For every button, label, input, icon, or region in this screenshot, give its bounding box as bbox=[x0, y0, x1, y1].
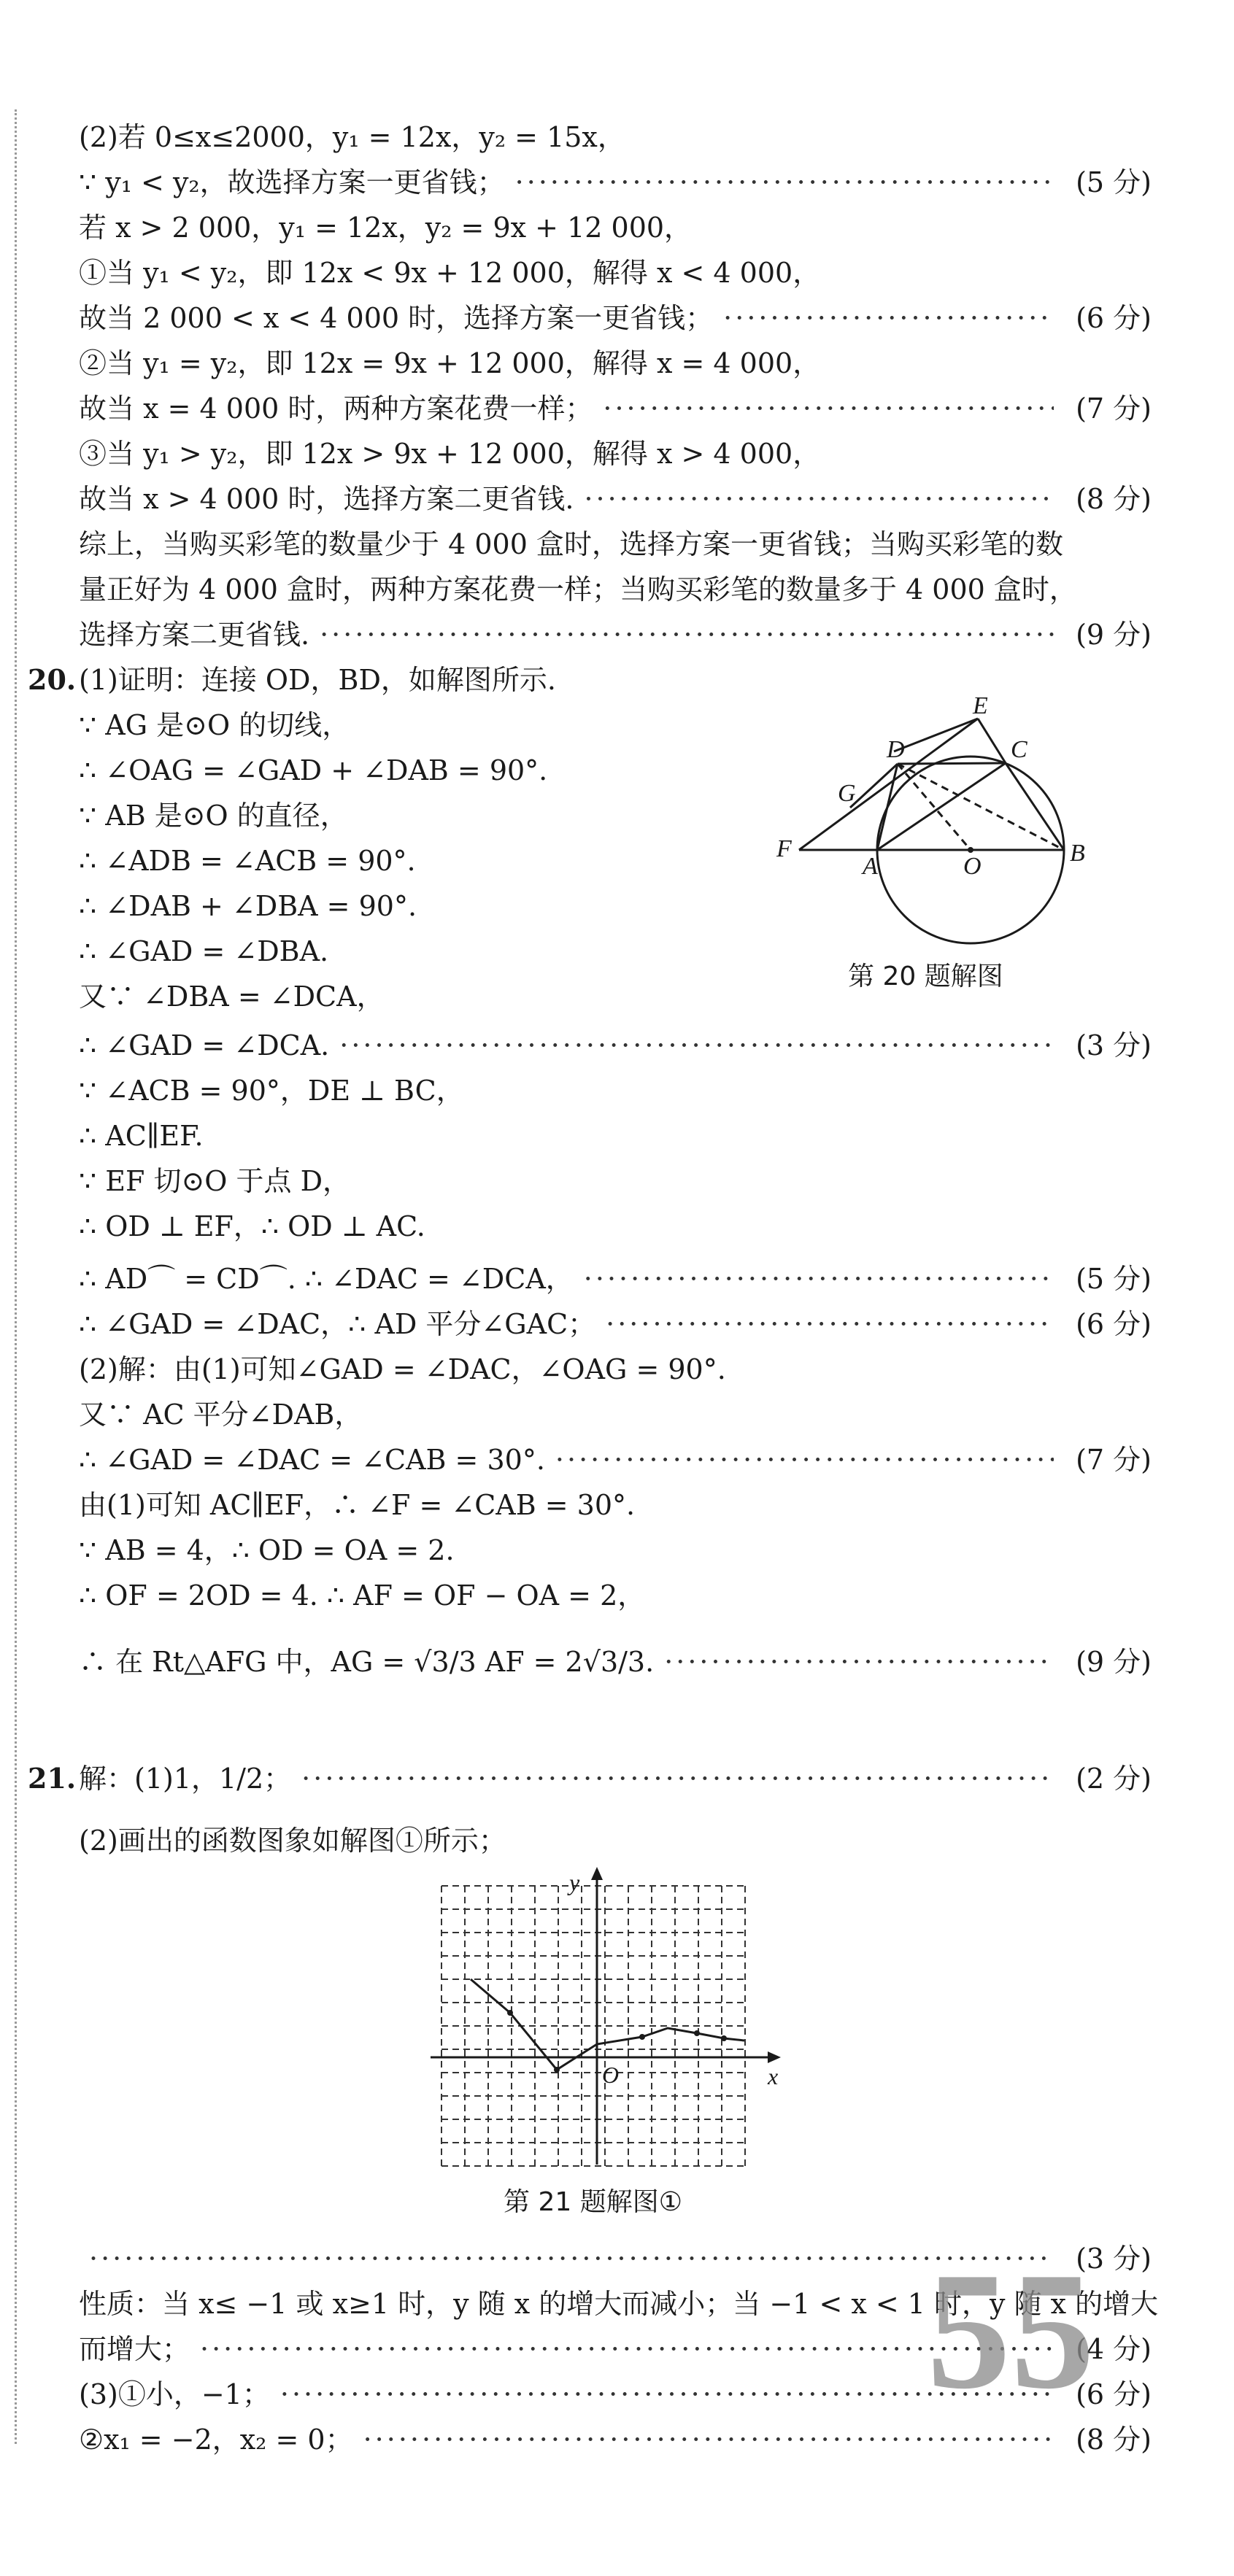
line-text: ∴ ∠OAG = ∠GAD + ∠DAB = 90°. bbox=[79, 754, 548, 786]
line-28 bbox=[79, 1394, 1137, 1435]
line-text: (2)画出的函数图象如解图①所示； bbox=[79, 1825, 506, 1857]
label-a: A bbox=[863, 853, 878, 880]
line-od bbox=[898, 764, 971, 850]
line-text: ∴ ∠GAD = ∠DAC，∴ AD 平分∠GAC； bbox=[79, 1308, 596, 1340]
line-ac bbox=[877, 763, 1006, 850]
line-text: ∴ AC∥EF. bbox=[79, 1120, 204, 1152]
line-10 bbox=[79, 569, 1137, 610]
label-y: y bbox=[569, 1869, 580, 1895]
line-20 bbox=[79, 1025, 1152, 1066]
line-text: 性质：当 x≤ −1 或 x≥1 时，y 随 x 的增大而减小；当 −1 < x < 1 时，y 随 x 的增大 bbox=[79, 2288, 1159, 2320]
label-d: D bbox=[887, 736, 905, 763]
line-text: ∴ ∠DAB + ∠DBA = 90°. bbox=[79, 890, 417, 922]
line-3 bbox=[79, 252, 1137, 293]
line-7 bbox=[79, 433, 1137, 474]
line-34 bbox=[79, 1758, 1152, 1799]
curve-point bbox=[554, 2067, 560, 2073]
curve-point bbox=[721, 2035, 727, 2041]
leader-dots bbox=[555, 1439, 1054, 1480]
line-5 bbox=[79, 343, 1137, 384]
leader-dots bbox=[664, 1641, 1054, 1682]
line-text: ∵ AG 是⊙O 的切线， bbox=[79, 709, 350, 741]
line-text: (3)①小，−1； bbox=[79, 2378, 270, 2410]
question-number-21: 21. bbox=[28, 1762, 77, 1795]
leader-dots bbox=[200, 2329, 1054, 2370]
leader-dots bbox=[363, 2419, 1054, 2460]
line-27 bbox=[79, 1349, 1137, 1390]
line-33 bbox=[79, 1641, 1152, 1682]
line-19 bbox=[79, 976, 736, 1017]
line-text: ∵ AB 是⊙O 的直径， bbox=[79, 800, 348, 832]
line-26 bbox=[79, 1304, 1152, 1345]
center-point-o bbox=[968, 847, 973, 853]
x-axis-arrow bbox=[768, 2051, 781, 2063]
label-origin: O bbox=[602, 2062, 620, 2088]
line-23 bbox=[79, 1161, 1137, 1202]
margin-dotted-line bbox=[15, 109, 17, 2444]
points-label: (9 分) bbox=[1076, 619, 1152, 651]
leader-dots bbox=[584, 479, 1054, 519]
line-text: ∴ ∠GAD = ∠DBA. bbox=[79, 935, 329, 967]
label-f: F bbox=[776, 835, 792, 862]
line-text: ∴ OD ⊥ EF，∴ OD ⊥ AC. bbox=[79, 1210, 425, 1242]
figure-20-diagram bbox=[766, 693, 1109, 956]
line-text: ∵ ∠ACB = 90°，DE ⊥ BC， bbox=[79, 1075, 464, 1107]
line-text: ∴ ∠GAD = ∠DCA. bbox=[79, 1029, 330, 1061]
line-text: 选择方案二更省钱. bbox=[79, 619, 310, 651]
line-text: ②当 y₁ = y₂，即 12x = 9x + 12 000，解得 x = 4 000， bbox=[79, 347, 821, 379]
line-cb bbox=[1006, 763, 1064, 850]
line-1 bbox=[79, 162, 1152, 203]
line-text: ∵ EF 切⊙O 于点 D， bbox=[79, 1165, 351, 1197]
line-text: ①当 y₁ < y₂，即 12x < 9x + 12 000，解得 x < 4 000， bbox=[79, 257, 821, 289]
line-8 bbox=[79, 479, 1152, 519]
y-axis-arrow bbox=[591, 1867, 603, 1880]
line-dc bbox=[898, 763, 1006, 764]
line-text: 量正好为 4 000 盒时，两种方案花费一样；当购买彩笔的数量多于 4 000 盒时， bbox=[79, 573, 1077, 606]
points-label: (8 分) bbox=[1076, 483, 1152, 515]
figure-20-caption: 第 20 题解图 bbox=[848, 962, 1003, 991]
leader-dots bbox=[339, 1025, 1054, 1066]
line-text: 综上，当购买彩笔的数量少于 4 000 盒时，选择方案一更省钱；当购买彩笔的数 bbox=[79, 528, 1063, 560]
label-c: C bbox=[1011, 736, 1027, 763]
line-13 bbox=[79, 705, 736, 746]
line-14 bbox=[79, 750, 736, 791]
points-label: (3 分) bbox=[1076, 1029, 1152, 1061]
line-21 bbox=[79, 1070, 1137, 1111]
label-o: O bbox=[963, 853, 982, 880]
line-db bbox=[898, 764, 1064, 850]
line-text: ②x₁ = −2，x₂ = 0； bbox=[79, 2424, 353, 2456]
points-label: (5 分) bbox=[1076, 1263, 1152, 1295]
line-text: (1)证明：连接 OD，BD，如解图所示. bbox=[79, 664, 556, 696]
leader-dots bbox=[89, 2238, 1054, 2279]
line-22 bbox=[79, 1115, 1137, 1156]
line-16 bbox=[79, 840, 736, 881]
line-text: ∴ 在 Rt△AFG 中，AG = √3/3 AF = 2√3/3. bbox=[79, 1646, 655, 1678]
line-text: 又∵ ∠DBA = ∠DCA， bbox=[79, 980, 385, 1013]
line-2 bbox=[79, 207, 1137, 248]
figure-21-graph bbox=[423, 1864, 788, 2170]
curve-point bbox=[507, 2010, 513, 2016]
figure-21-caption: 第 21 题解图① bbox=[504, 2187, 682, 2217]
leader-dots bbox=[515, 162, 1054, 203]
question-number-20: 20. bbox=[28, 663, 77, 696]
label-e: E bbox=[973, 693, 988, 719]
line-30 bbox=[79, 1485, 1137, 1525]
line-text: (2)解：由(1)可知∠GAD = ∠DAC，∠OAG = 90°. bbox=[79, 1353, 726, 1385]
label-b: B bbox=[1070, 840, 1085, 867]
line-text: 故当 x = 4 000 时，两种方案花费一样； bbox=[79, 392, 593, 425]
line-32 bbox=[79, 1575, 1137, 1616]
line-40 bbox=[79, 2419, 1152, 2460]
line-text: 而增大； bbox=[79, 2333, 190, 2365]
points-label: (7 分) bbox=[1076, 392, 1152, 425]
line-text: ∵ AB = 4，∴ OD = OA = 2. bbox=[79, 1534, 455, 1566]
label-g: G bbox=[838, 780, 856, 807]
line-text: 又∵ AC 平分∠DAB， bbox=[79, 1399, 363, 1431]
line-text: ∴ AD⌒ = CD⌒. ∴ ∠DAC = ∠DCA， bbox=[79, 1263, 574, 1295]
line-text: 故当 2 000 < x < 4 000 时，选择方案一更省钱； bbox=[79, 302, 714, 334]
line-text: ∴ OF = 2OD = 4. ∴ AF = OF − OA = 2， bbox=[79, 1579, 646, 1612]
line-9 bbox=[79, 524, 1137, 565]
line-18 bbox=[79, 931, 736, 972]
line-de bbox=[894, 719, 978, 751]
line-text: 由(1)可知 AC∥EF，∴ ∠F = ∠CAB = 30°. bbox=[79, 1489, 636, 1521]
line-text: ∵ y₁ < y₂，故选择方案一更省钱； bbox=[79, 166, 505, 198]
points-label: (6 分) bbox=[1076, 1308, 1152, 1340]
line-text: (2)若 0≤x≤2000，y₁ = 12x，y₂ = 15x， bbox=[79, 121, 625, 153]
curve-point bbox=[694, 2030, 700, 2036]
line-17 bbox=[79, 886, 736, 927]
points-label: (2 分) bbox=[1076, 1763, 1152, 1795]
line-29 bbox=[79, 1439, 1152, 1480]
points-label: (3 分) bbox=[1076, 2243, 1152, 2275]
leader-dots bbox=[606, 1304, 1054, 1345]
leader-dots bbox=[584, 1258, 1054, 1299]
leader-dots bbox=[320, 614, 1054, 655]
points-label: (5 分) bbox=[1076, 166, 1152, 198]
line-35 bbox=[79, 1820, 1137, 1861]
leader-dots bbox=[603, 388, 1054, 429]
points-label: (9 分) bbox=[1076, 1646, 1152, 1678]
points-label: (6 分) bbox=[1076, 302, 1152, 334]
leader-dots bbox=[723, 298, 1054, 339]
line-text: 解：(1)1，1/2； bbox=[79, 1763, 292, 1795]
line-11 bbox=[79, 614, 1152, 655]
points-label: (7 分) bbox=[1076, 1444, 1152, 1476]
line-text: 故当 x > 4 000 时，选择方案二更省钱. bbox=[79, 483, 574, 515]
line-24 bbox=[79, 1206, 1137, 1247]
points-label: (4 分) bbox=[1076, 2333, 1152, 2365]
points-label: (8 分) bbox=[1076, 2424, 1152, 2456]
curve-point bbox=[639, 2034, 645, 2040]
line-25 bbox=[79, 1258, 1152, 1299]
line-text: ③当 y₁ > y₂，即 12x > 9x + 12 000，解得 x > 4 000， bbox=[79, 438, 821, 470]
line-15 bbox=[79, 795, 736, 836]
label-x: x bbox=[768, 2063, 779, 2089]
line-text: 若 x > 2 000，y₁ = 12x，y₂ = 9x + 12 000， bbox=[79, 212, 693, 244]
leader-dots bbox=[301, 1758, 1054, 1799]
line-text: ∴ ∠GAD = ∠DAC = ∠CAB = 30°. bbox=[79, 1444, 545, 1476]
line-31 bbox=[79, 1530, 1137, 1571]
line-6 bbox=[79, 388, 1152, 429]
line-4 bbox=[79, 298, 1152, 339]
points-label: (6 分) bbox=[1076, 2378, 1152, 2410]
line-0 bbox=[79, 117, 1137, 158]
page-number: 55 bbox=[927, 2237, 1095, 2424]
line-text: ∴ ∠ADB = ∠ACB = 90°. bbox=[79, 845, 416, 877]
